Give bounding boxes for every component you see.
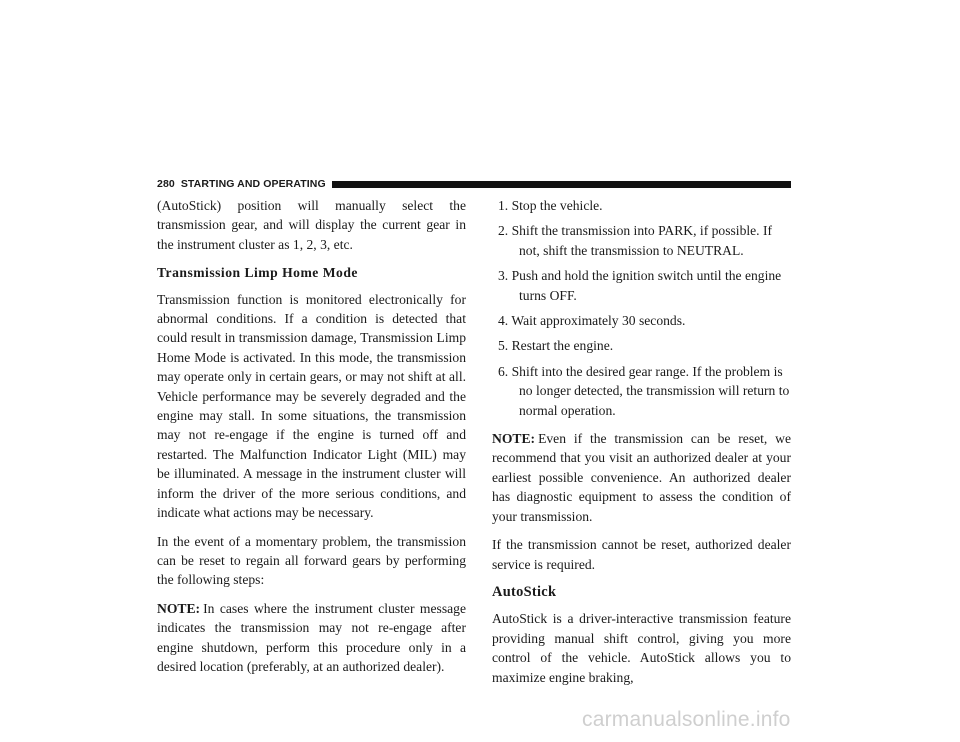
- note-label: NOTE:: [157, 600, 201, 616]
- list-item: 5. Restart the engine.: [498, 338, 614, 354]
- note-text: Even if the transmission can be reset, we recommend that you visit an authorized dealer at your earliest possible convenience. An authorized dealer has diagnostic equipment to assess the condition of your transmission.: [492, 431, 791, 524]
- autostick-heading: AutoStick: [492, 583, 557, 600]
- note-text: In cases where the instrument cluster message indicates the transmission may not re-engage after engine shutdown, perform this procedure only in a desired location (preferably, at an authorized dealer).: [157, 600, 466, 674]
- header-rule: [332, 181, 791, 188]
- note-label: NOTE:: [492, 431, 536, 447]
- limp-home-paragraph: Transmission function is monitored electronically for abnormal conditions. If a condition is detected that could result in transmission damage, Transmission Limp Home Mode is activated. In this mode, the transmission may operate only in certain gears, or may not shift at all. Vehicle performance may be severely degraded and the engine may stall. In some situations, the transmission may not re-engage if the engine is turned off and restarted. The Malfunction Indicator Light (MIL) may be illuminated. A message in the instrument cluster will inform the driver of the more serious conditions, and indicate what actions may be necessary.: [157, 291, 466, 521]
- watermark: carmanualsonline.info: [582, 708, 791, 731]
- intro-paragraph: (AutoStick) position will manually select the transmission gear, and will display the current gear in the instrument cluster as 1, 2, 3, etc.: [157, 198, 466, 252]
- cannot-reset-paragraph: If the transmission cannot be reset, authorized dealer service is required.: [492, 537, 791, 572]
- note-paragraph-1: [157, 599, 466, 677]
- list-item: 2. Shift the transmission into PARK, if possible. If not, shift the transmission to NEUTRAL.: [498, 223, 773, 258]
- section-title: STARTING AND OPERATING: [180, 178, 326, 190]
- list-item: 3. Push and hold the ignition switch until the engine turns OFF.: [498, 268, 782, 303]
- note-paragraph-2: [492, 429, 791, 526]
- reset-paragraph: In the event of a momentary problem, the transmission can be reset to regain all forward gears by performing the following steps:: [157, 533, 466, 588]
- list-item: 1. Stop the vehicle.: [498, 198, 603, 213]
- page-header: [157, 178, 791, 190]
- page-number: 280: [157, 178, 175, 190]
- left-column: [157, 196, 466, 685]
- autostick-paragraph: AutoStick is a driver-interactive transmission feature providing manual shift control, giving you more control of the vehicle. AutoStick allows you to maximize engine braking,: [492, 611, 791, 685]
- reset-steps-list: [492, 196, 791, 420]
- list-item: 4. Wait approximately 30 seconds.: [498, 313, 686, 329]
- list-item: 6. Shift into the desired gear range. If the problem is no longer detected, the transmission will return to normal operation.: [498, 363, 790, 418]
- limp-home-heading: Transmission Limp Home Mode: [157, 265, 358, 281]
- right-column: [492, 196, 791, 696]
